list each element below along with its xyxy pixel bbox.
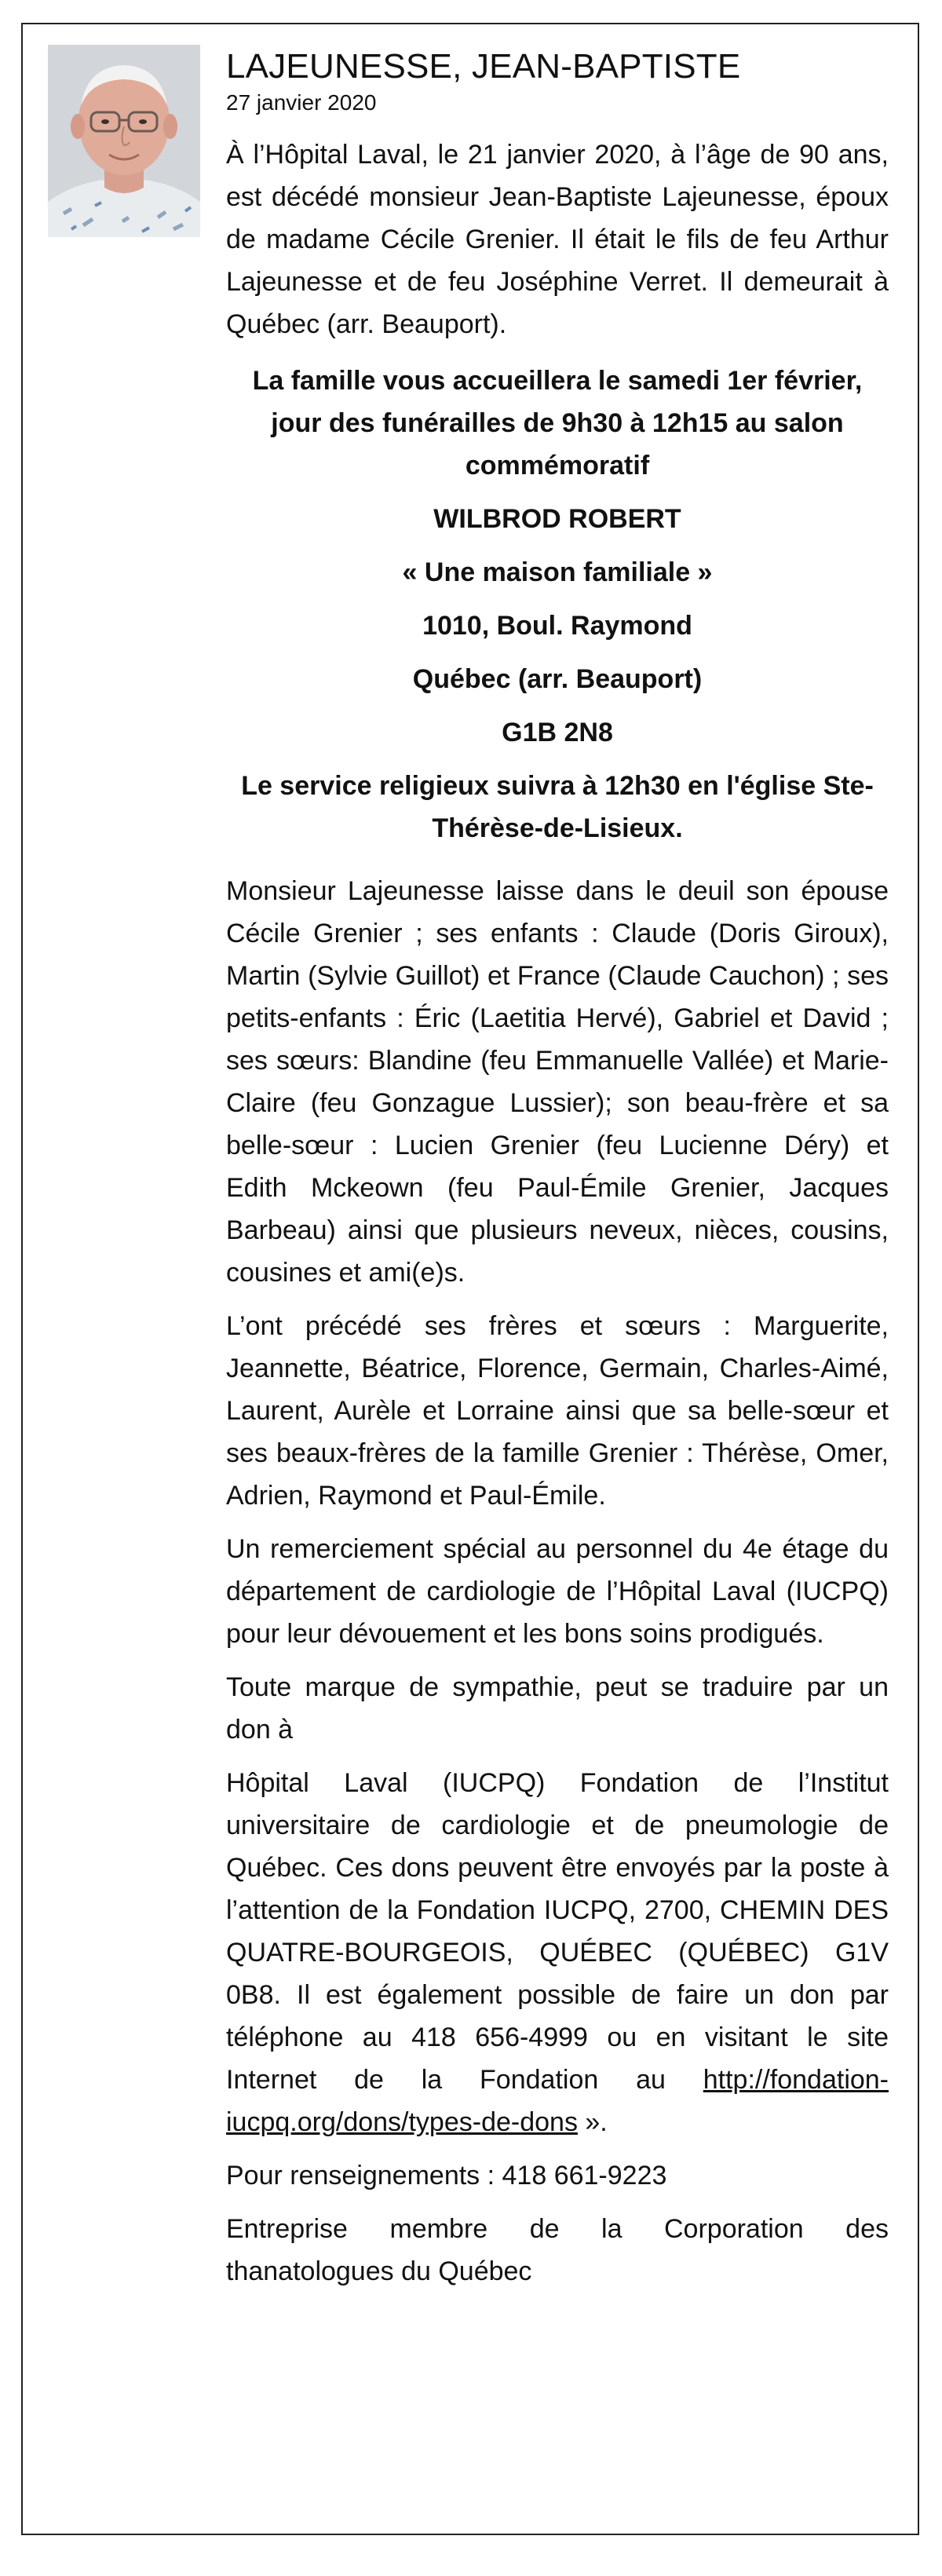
thanks-paragraph: Un remerciement spécial au personnel du 4e étage du département de cardiologie de l’Hôpital Laval (IUCPQ) pour leur dévouement et les bons soins prodigués. xyxy=(226,1534,889,1649)
deceased-name: LAJEUNESSE, JEAN-BAPTISTE xyxy=(226,47,741,86)
survivors-paragraph: Monsieur Lajeunesse laisse dans le deuil son épouse Cécile Grenier ; ses enfants : Claude (Doris Giroux), Martin (Sylvie Guillot) et France (Claude Cauchon) ; ses petits-enfants : Éric (Laetitia Hervé), Gabriel et David ; ses sœurs: Blandine (feu Emmanuelle Vallée) et Marie-Claire (feu Gonzague Lussier); son beau-frère et sa belle-sœur : Lucien Grenier (feu Lucienne Déry) et Edith Mckeown (feu Paul-Émile Grenier, Jacques Barbeau) ainsi que plusieurs neveux, nièces, cousins, cousines et ami(e)s. xyxy=(226,876,889,1288)
sympathy-paragraph: Toute marque de sympathie, peut se traduire par un don à xyxy=(226,1672,889,1745)
visitation-intro: La famille vous accueillera le samedi 1er février, jour des funérailles de 9h30 à 12h15 au salon commémoratif xyxy=(252,366,863,480)
portrait-photo xyxy=(48,45,200,237)
info-phone: Pour renseignements : 418 661-9223 xyxy=(226,2161,667,2191)
funeral-home-name: WILBROD ROBERT xyxy=(433,504,681,534)
religious-service: Le service religieux suivra à 12h30 en l'église Ste-Thérèse-de-Lisieux. xyxy=(241,771,874,843)
donation-link-suffix: ». xyxy=(577,2107,608,2137)
predeceased-paragraph: L’ont précédé ses frères et sœurs : Marguerite, Jeannette, Béatrice, Florence, Germain, Charles-Aimé, Laurent, Aurèle et Lorraine ainsi que sa belle-sœur et ses beaux-frères de la famille Grenier : Thérèse, Omer, Adrien, Raymond et Paul-Émile. xyxy=(226,1311,889,1511)
funeral-home-street: 1010, Boul. Raymond xyxy=(422,611,692,641)
donation-paragraph xyxy=(226,1762,889,2143)
intro-paragraph: À l’Hôpital Laval, le 21 janvier 2020, à l’âge de 90 ans, est décédé monsieur Jean-Baptiste Lajeunesse, époux de madame Cécile Grenier. Il était le fils de feu Arthur Lajeunesse et de feu Joséphine Verret. Il demeurait à Québec (arr. Beauport). xyxy=(226,140,889,339)
funeral-home-slogan: « Une maison familiale » xyxy=(402,557,713,587)
funeral-home-city: Québec (arr. Beauport) xyxy=(412,664,703,694)
membership-note: Entreprise membre de la Corporation des thanatologues du Québec xyxy=(226,2214,889,2286)
funeral-home-postal-code: G1B 2N8 xyxy=(502,718,613,747)
donation-text: Hôpital Laval (IUCPQ) Fondation de l’Institut universitaire de cardiologie et de pneumologie de Québec. Ces dons peuvent être envoyés par la poste à l’attention de la Fondation IUCPQ, 2700, CHEMIN DES QUATRE-BOURGEOIS, QUÉBEC (QUÉBEC) G1V 0B8. Il est également possible de faire un don par téléphone au 418 656-4999 ou en visitant le site Internet de la Fondation au xyxy=(226,1768,889,2095)
published-date: 27 janvier 2020 xyxy=(226,90,377,115)
obituary-content xyxy=(226,46,889,2293)
donation-link[interactable]: http://fondation-iucpq.org/dons/types-de-dons xyxy=(226,2065,889,2137)
